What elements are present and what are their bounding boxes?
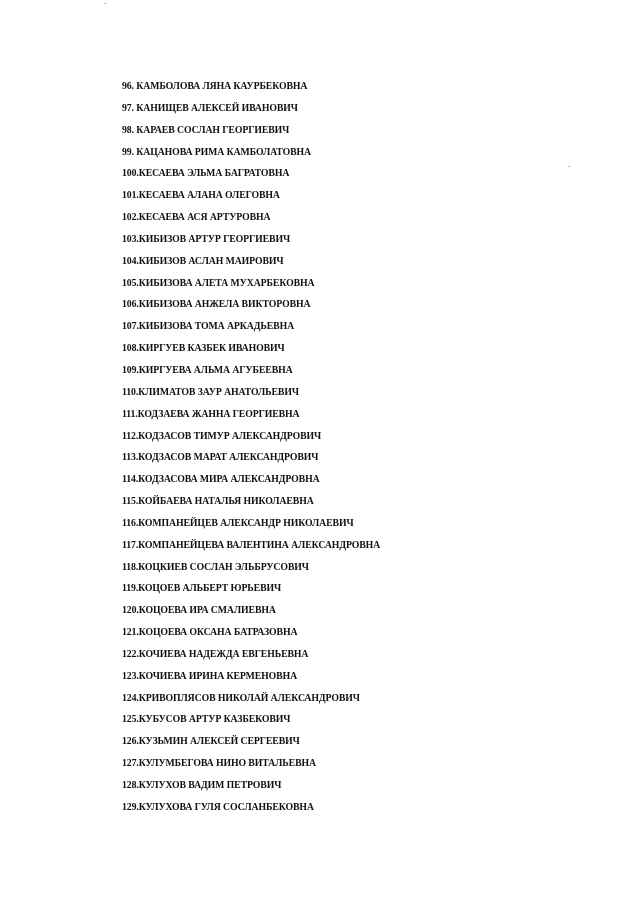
list-item: 129.КУЛУХОВА ГУЛЯ СОСЛАНБЕКОВНА <box>122 801 314 813</box>
list-item: 114.КОДЗАСОВА МИРА АЛЕКСАНДРОВНА <box>122 474 320 486</box>
list-item: 113.КОДЗАСОВ МАРАТ АЛЕКСАНДРОВИЧ <box>122 452 319 464</box>
list-item: 103.КИБИЗОВ АРТУР ГЕОРГИЕВИЧ <box>122 233 291 245</box>
list-item: 125.КУБУСОВ АРТУР КАЗБЕКОВИЧ <box>122 714 291 726</box>
list-item: 115.КОЙБАЕВА НАТАЛЬЯ НИКОЛАЕВНА <box>122 496 314 508</box>
list-item: 120.КОЦОЕВА ИРА СМАЛИЕВНА <box>122 605 276 617</box>
list-item: 110.КЛИМАТОВ ЗАУР АНАТОЛЬЕВИЧ <box>122 386 299 398</box>
list-item: 116.КОМПАНЕЙЦЕВ АЛЕКСАНДР НИКОЛАЕВИЧ <box>122 517 354 529</box>
list-item: 102.КЕСАЕВА АСЯ АРТУРОВНА <box>122 212 271 224</box>
list-item: 99. КАЦАНОВА РИМА КАМБОЛАТОВНА <box>122 146 311 158</box>
list-item: 105.КИБИЗОВА АЛЕТА МУХАРБЕКОВНА <box>122 277 315 289</box>
list-item: 118.КОЦКИЕВ СОСЛАН ЭЛЬБРУСОВИЧ <box>122 561 309 573</box>
list-item: 104.КИБИЗОВ АСЛАН МАИРОВИЧ <box>122 255 284 267</box>
list-item: 109.КИРГУЕВА АЛЬМА АГУБЕЕВНА <box>122 364 293 376</box>
list-item: 123.КОЧИЕВА ИРИНА КЕРМЕНОВНА <box>122 670 298 682</box>
list-item: 101.КЕСАЕВА АЛАНА ОЛЕГОВНА <box>122 190 280 202</box>
list-item: 96. КАМБОЛОВА ЛЯНА КАУРБЕКОВНА <box>122 81 308 92</box>
list-item: 128.КУЛУХОВ ВАДИМ ПЕТРОВИЧ <box>122 780 282 791</box>
scan-speck <box>104 3 106 4</box>
list-item: 106.КИБИЗОВА АНЖЕЛА ВИКТОРОВНА <box>122 299 311 311</box>
list-item: 122.КОЧИЕВА НАДЕЖДА ЕВГЕНЬЕВНА <box>122 648 309 660</box>
list-item: 108.КИРГУЕВ КАЗБЕК ИВАНОВИЧ <box>122 343 285 355</box>
list-item: 124.КРИВОПЛЯСОВ НИКОЛАЙ АЛЕКСАНДРОВИЧ <box>122 692 360 704</box>
list-item: 98. КАРАЕВ СОСЛАН ГЕОРГИЕВИЧ <box>122 124 290 136</box>
list-item: 97. КАНИЩЕВ АЛЕКСЕЙ ИВАНОВИЧ <box>122 102 298 114</box>
list-item: 127.КУЛУМБЕГОВА НИНО ВИТАЛЬЕВНА <box>122 758 316 770</box>
list-item: 107.КИБИЗОВА ТОМА АРКАДЬЕВНА <box>122 321 295 333</box>
list-item: 126.КУЗЬМИН АЛЕКСЕЙ СЕРГЕЕВИЧ <box>122 736 300 748</box>
scan-speck <box>568 166 570 167</box>
name-list <box>122 76 400 819</box>
list-item: 111.КОДЗАЕВА ЖАННА ГЕОРГИЕВНА <box>122 408 300 420</box>
list-item: 119.КОЦОЕВ АЛЬБЕРТ ЮРЬЕВИЧ <box>122 583 282 595</box>
list-item: 117.КОМПАНЕЙЦЕВА ВАЛЕНТИНА АЛЕКСАНДРОВНА <box>122 539 381 551</box>
list-item: 112.КОДЗАСОВ ТИМУР АЛЕКСАНДРОВИЧ <box>122 430 322 442</box>
list-item: 121.КОЦОЕВА ОКСАНА БАТРАЗОВНА <box>122 627 298 639</box>
list-item: 100.КЕСАЕВА ЭЛЬМА БАГРАТОВНА <box>122 168 290 180</box>
